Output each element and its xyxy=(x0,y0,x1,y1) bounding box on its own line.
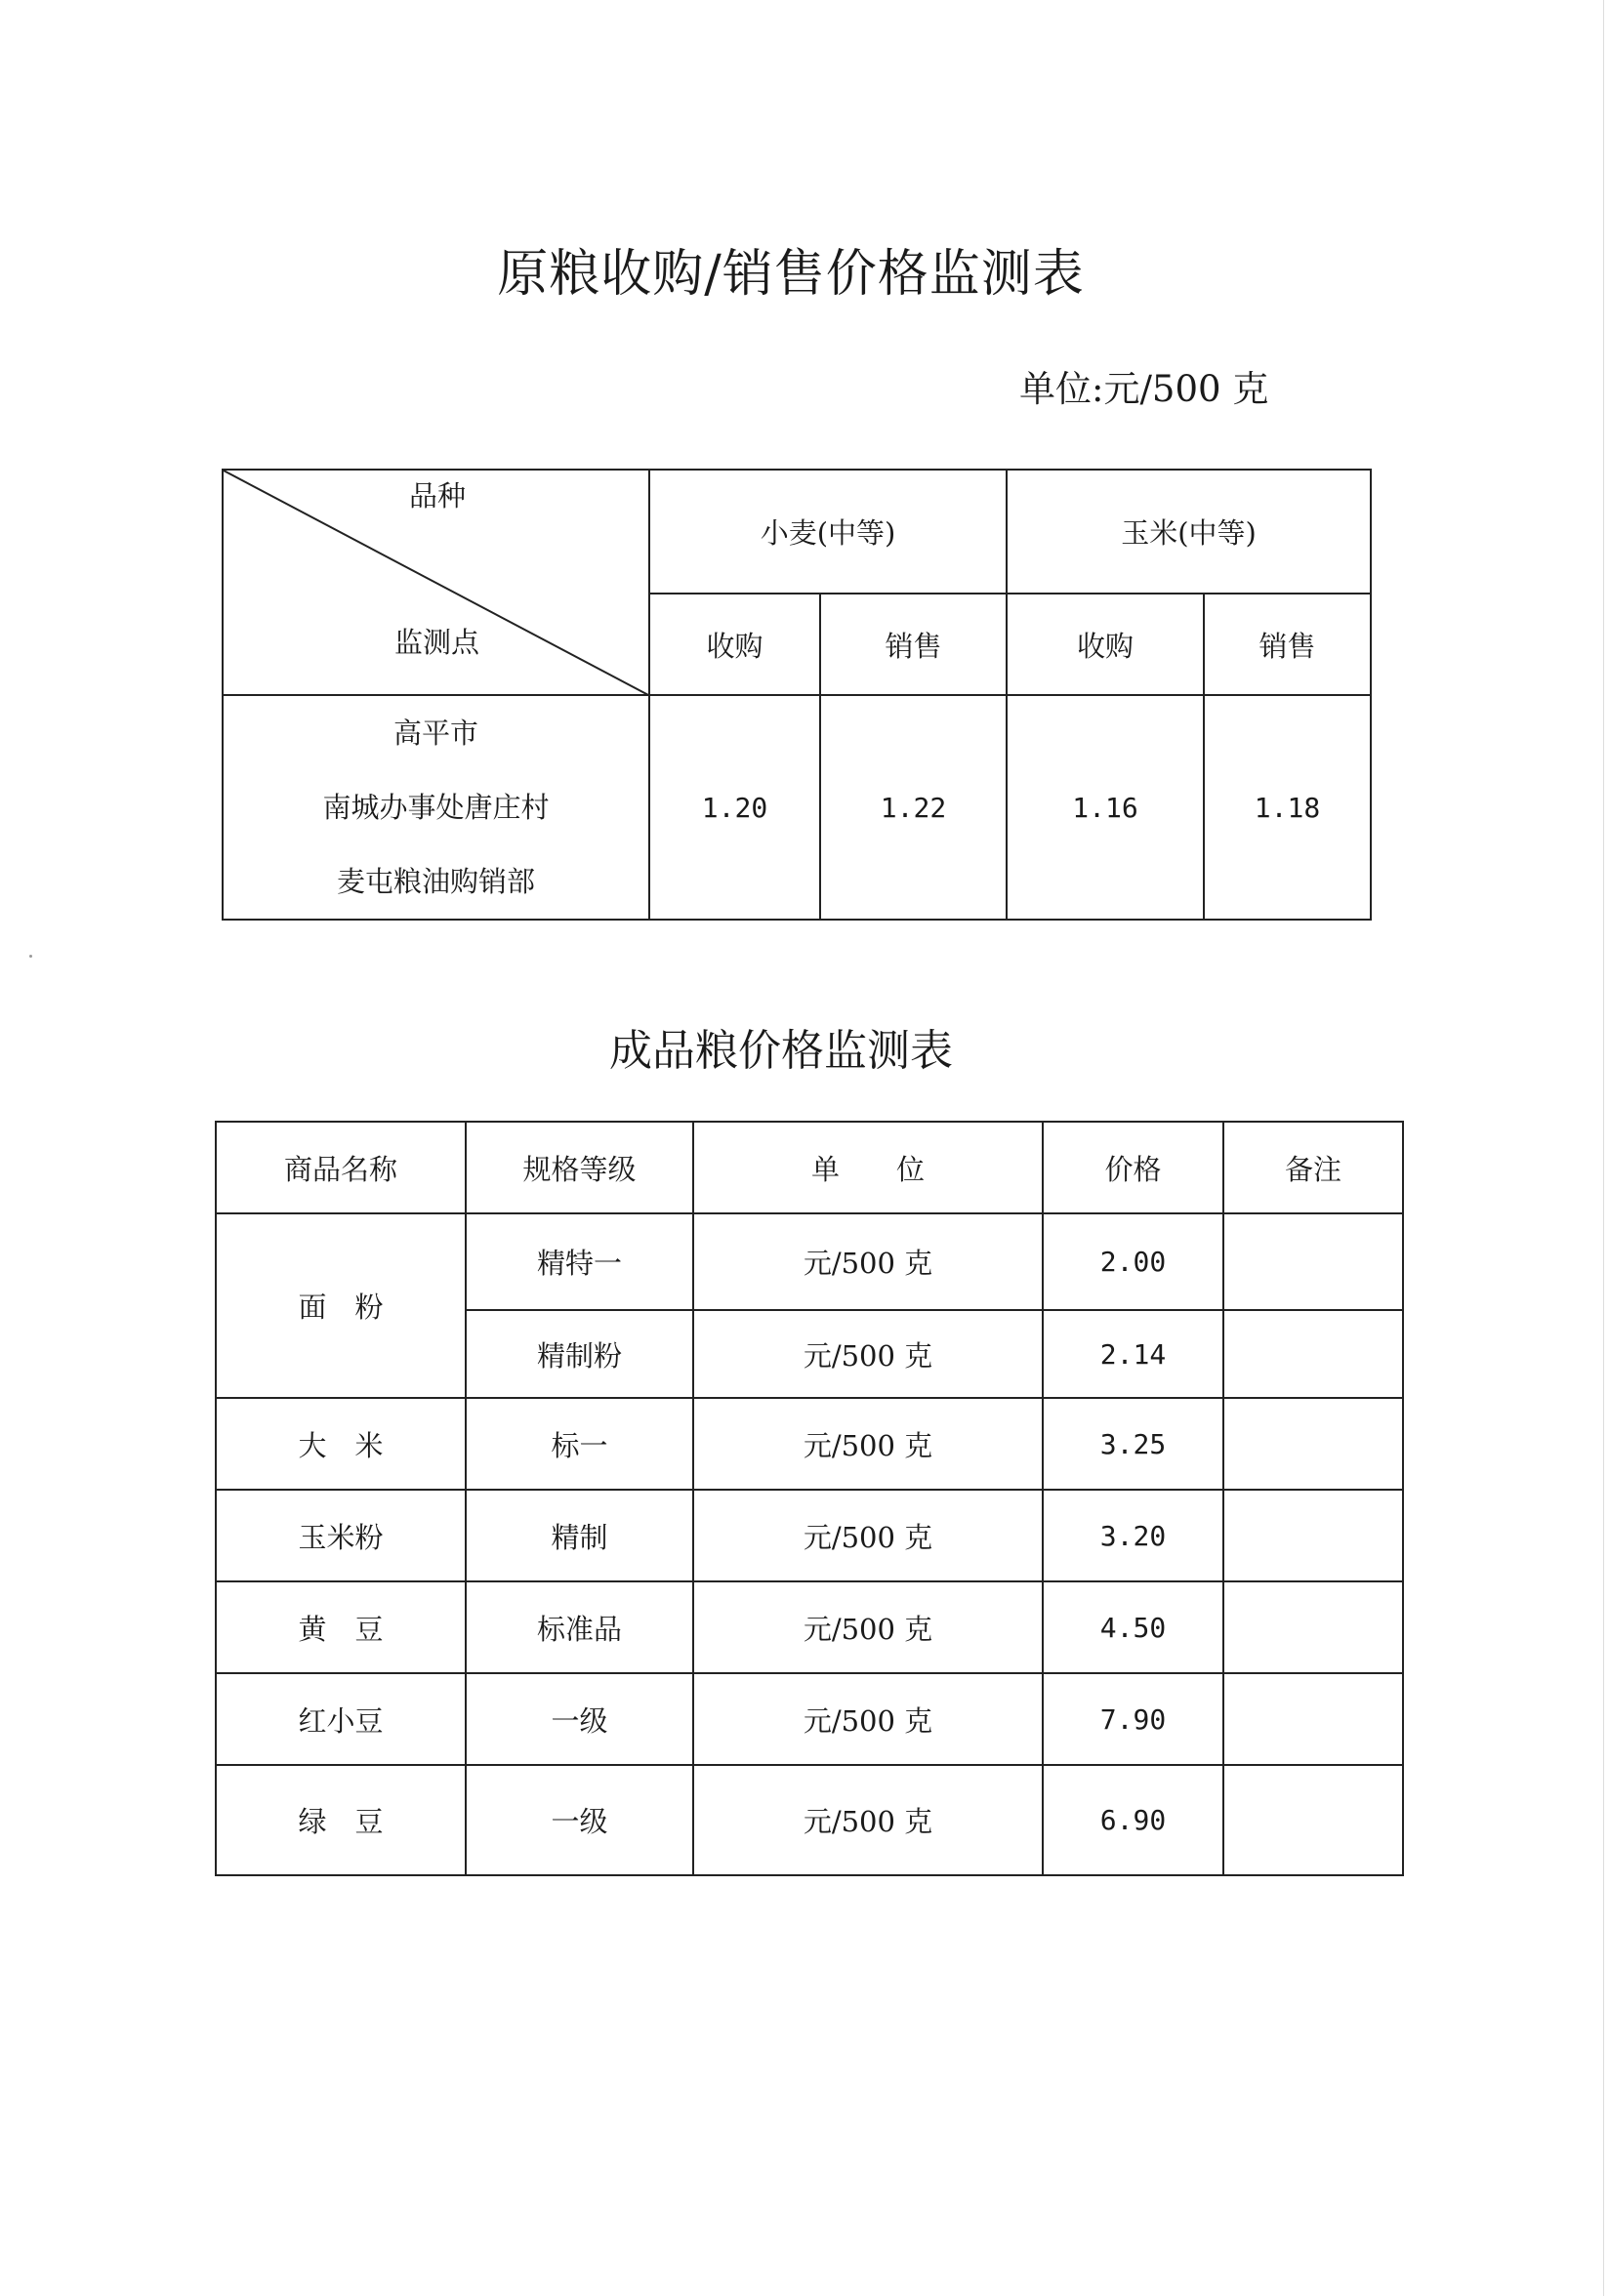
product-name: 面 粉 xyxy=(216,1213,466,1398)
sub-header-wheat-purchase: 收购 xyxy=(649,594,820,695)
group-header-wheat: 小麦(中等) xyxy=(649,470,1007,594)
grade: 标准品 xyxy=(466,1581,693,1673)
product-name: 玉米粉 xyxy=(216,1490,466,1581)
price: 4.50 xyxy=(1043,1581,1223,1673)
group-header-corn: 玉米(中等) xyxy=(1007,470,1371,594)
raw-grain-table xyxy=(222,469,1372,921)
header-monitoring-point: 监测点 xyxy=(394,626,480,659)
price: 2.00 xyxy=(1043,1213,1223,1310)
diagonal-header-cell xyxy=(223,470,649,695)
scan-edge-line xyxy=(1603,0,1604,2296)
unit: 元/500 克 xyxy=(693,1398,1043,1490)
header-unit: 单 位 xyxy=(693,1122,1043,1213)
unit: 元/500 克 xyxy=(693,1765,1043,1875)
header-product-name: 商品名称 xyxy=(216,1122,466,1213)
location-line-1: 高平市 xyxy=(392,717,478,750)
unit-label: 单位:元/500 克 xyxy=(1019,368,1269,410)
note xyxy=(1223,1398,1403,1490)
finished-grain-title: 成品粮价格监测表 xyxy=(609,1026,953,1076)
note xyxy=(1223,1490,1403,1581)
table-row xyxy=(216,1213,1403,1310)
location-line-2: 南城办事处唐庄村 xyxy=(322,791,550,824)
note xyxy=(1223,1213,1403,1310)
header-price: 价格 xyxy=(1043,1122,1223,1213)
value-corn-purchase: 1.16 xyxy=(1007,695,1204,920)
unit: 元/500 克 xyxy=(693,1490,1043,1581)
grade: 一级 xyxy=(466,1673,693,1765)
scan-dot xyxy=(29,955,32,958)
unit: 元/500 克 xyxy=(693,1213,1043,1310)
value-wheat-sale: 1.22 xyxy=(820,695,1007,920)
product-name: 大 米 xyxy=(216,1398,466,1490)
grade: 精制粉 xyxy=(466,1310,693,1398)
price: 3.20 xyxy=(1043,1490,1223,1581)
value-corn-sale: 1.18 xyxy=(1204,695,1371,920)
unit: 元/500 克 xyxy=(693,1673,1043,1765)
grade: 一级 xyxy=(466,1765,693,1875)
unit: 元/500 克 xyxy=(693,1581,1043,1673)
sub-header-wheat-sale: 销售 xyxy=(820,594,1007,695)
unit: 元/500 克 xyxy=(693,1310,1043,1398)
note xyxy=(1223,1673,1403,1765)
note xyxy=(1223,1765,1403,1875)
value-wheat-purchase: 1.20 xyxy=(649,695,820,920)
header-variety: 品种 xyxy=(409,479,467,512)
finished-grain-table xyxy=(215,1121,1404,1876)
table-row xyxy=(216,1490,1403,1581)
table-row xyxy=(216,1581,1403,1673)
sub-header-corn-sale: 销售 xyxy=(1204,594,1371,695)
table-row xyxy=(216,1398,1403,1490)
product-name: 黄 豆 xyxy=(216,1581,466,1673)
table-row xyxy=(216,1765,1403,1875)
grade: 标一 xyxy=(466,1398,693,1490)
grade: 精制 xyxy=(466,1490,693,1581)
header-grade: 规格等级 xyxy=(466,1122,693,1213)
product-name: 绿 豆 xyxy=(216,1765,466,1875)
main-title: 原粮收购/销售价格监测表 xyxy=(497,245,1085,304)
grade: 精特一 xyxy=(466,1213,693,1310)
header-note: 备注 xyxy=(1223,1122,1403,1213)
note xyxy=(1223,1310,1403,1398)
price: 6.90 xyxy=(1043,1765,1223,1875)
price: 3.25 xyxy=(1043,1398,1223,1490)
table-row xyxy=(216,1673,1403,1765)
price: 2.14 xyxy=(1043,1310,1223,1398)
product-name: 红小豆 xyxy=(216,1673,466,1765)
note xyxy=(1223,1581,1403,1673)
price: 7.90 xyxy=(1043,1673,1223,1765)
sub-header-corn-purchase: 收购 xyxy=(1007,594,1204,695)
location-cell xyxy=(223,695,649,920)
location-line-3: 麦屯粮油购销部 xyxy=(336,865,535,898)
